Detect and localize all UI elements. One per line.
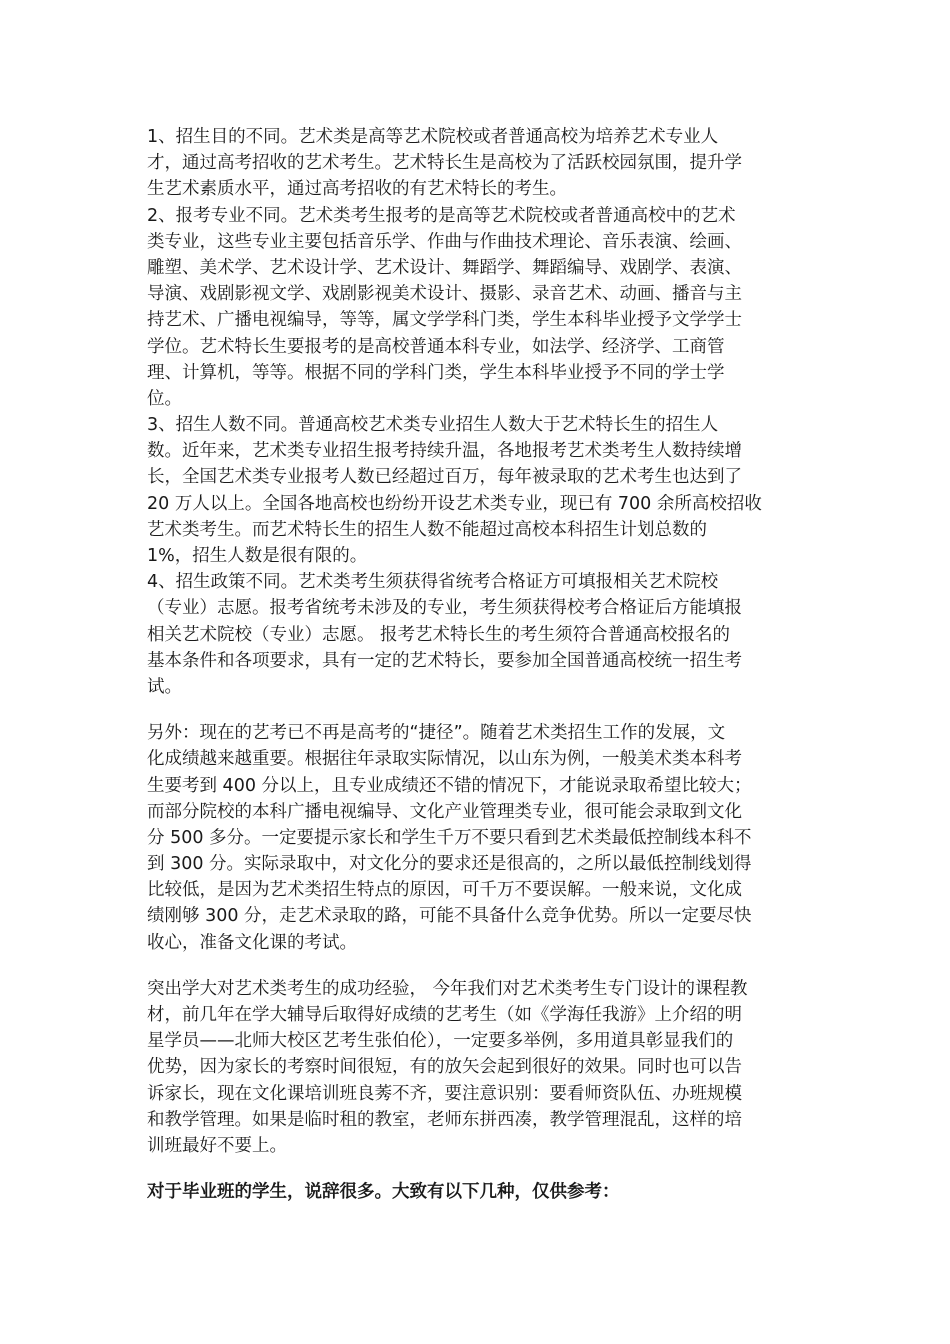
text-line: 理、计算机，等等。根据不同的学科门类，学生本科毕业授予不同的学士学 <box>147 362 725 383</box>
text-line: 突出学大对艺术类考生的成功经验， 今年我们对艺术类考生专门设计的课程教 <box>147 978 748 999</box>
text-line: 20 万人以上。全国各地高校也纷纷开设艺术类专业，现已有 700 余所高校招收 <box>147 493 762 514</box>
document-page <box>147 124 807 1205</box>
text-line: 化成绩越来越重要。根据往年录取实际情况，以山东为例，一般美术类本科考 <box>147 749 742 770</box>
text-line: 导演、戏剧影视文学、戏剧影视美术设计、摄影、录音艺术、动画、播音与主 <box>147 284 742 305</box>
bold-heading-line: 对于毕业班的学生，说辞很多。大致有以下几种，仅供参考： <box>147 1182 620 1203</box>
text-line: 1、招生目的不同。艺术类是高等艺术院校或者普通高校为培养艺术专业人 <box>147 127 719 147</box>
text-line: 艺术类考生。而艺术特长生的招生人数不能超过高校本科招生计划总数的 <box>147 519 707 540</box>
text-line: 生艺术素质水平，通过高考招收的有艺术特长的考生。 <box>147 179 567 200</box>
paragraph-gap <box>147 1159 807 1179</box>
text-line: 和教学管理。如果是临时租的教室，老师东拼西凑，教学管理混乱，这样的培 <box>147 1109 742 1130</box>
paragraph-gap <box>147 700 807 720</box>
text-line: 学位。艺术特长生要报考的是高校普通本科专业，如法学、经济学、工商管 <box>147 336 725 357</box>
text-line: 优势，因为家长的考察时间很短，有的放矢会起到很好的效果。同时也可以告 <box>147 1057 742 1078</box>
paragraph-gap <box>147 956 807 976</box>
text-line: 星学员——北师大校区艺考生张伯伦），一定要多举例，多用道具彰显我们的 <box>147 1031 734 1052</box>
text-line: 基本条件和各项要求，具有一定的艺术特长，要参加全国普通高校统一招生考 <box>147 650 742 671</box>
text-line: 相关艺术院校（专业）志愿。 报考艺术特长生的考生须符合普通高校报名的 <box>147 624 731 645</box>
text-line: 2、报考专业不同。艺术类考生报考的是高等艺术院校或者普通高校中的艺术 <box>147 205 736 226</box>
text-line: 4、招生政策不同。艺术类考生须获得省统考合格证方可填报相关艺术院校 <box>147 572 719 593</box>
text-line: 持艺术、广播电视编导，等等，属文学学科门类，学生本科毕业授予文学学士 <box>147 310 742 331</box>
text-line: 1%，招生人数是很有限的。 <box>147 546 368 566</box>
text-line: 试。 <box>147 676 182 697</box>
section-graduating-class <box>147 1179 807 1205</box>
text-line: 材，前几年在学大辅导后取得好成绩的艺考生（如《学海任我游》上介绍的明 <box>147 1005 742 1025</box>
text-line: 比较低，是因为艺术类招生特点的原因，可千万不要误解。一般来说，文化成 <box>147 880 742 901</box>
text-line: 收心，准备文化课的考试。 <box>147 932 357 953</box>
text-line: 位。 <box>147 388 182 409</box>
text-line: 雕塑、美术学、艺术设计学、艺术设计、舞蹈学、舞蹈编导、戏剧学、表演、 <box>147 257 742 278</box>
section-success-experience <box>147 976 807 1159</box>
section-differences <box>147 124 807 700</box>
text-line: 诉家长，现在文化课培训班良莠不齐，要注意识别：要看师资队伍、办班规模 <box>147 1083 742 1104</box>
text-line: 类专业，这些专业主要包括音乐学、作曲与作曲技术理论、音乐表演、绘画、 <box>147 231 742 252</box>
text-line: 绩刚够 300 分，走艺术录取的路，可能不具备什么竞争优势。所以一定要尽快 <box>147 906 752 927</box>
text-line: 3、招生人数不同。普通高校艺术类专业招生人数大于艺术特长生的招生人 <box>147 415 719 436</box>
text-line: 长，全国艺术类专业报考人数已经超过百万，每年被录取的艺术考生也达到了 <box>147 467 742 488</box>
text-line: 而部分院校的本科广播电视编导、文化产业管理类专业，很可能会录取到文化 <box>147 801 742 822</box>
text-line: （专业）志愿。报考省统考未涉及的专业，考生须获得校考合格证后方能填报 <box>147 598 742 619</box>
text-line: 到 300 分。实际录取中，对文化分的要求还是很高的，之所以最低控制线划得 <box>147 854 752 875</box>
text-line: 才，通过高考招收的艺术考生。艺术特长生是高校为了活跃校园氛围，提升学 <box>147 153 742 174</box>
text-line: 分 500 多分。一定要提示家长和学生千万不要只看到艺术类最低控制线本科不 <box>147 827 752 848</box>
text-line: 训班最好不要上。 <box>147 1135 287 1156</box>
text-line: 数。近年来，艺术类专业招生报考持续升温，各地报考艺术类考生人数持续增 <box>147 441 742 462</box>
section-culture-scores <box>147 720 807 956</box>
text-line: 另外：现在的艺考已不再是高考的“捷径”。随着艺术类招生工作的发展，文 <box>147 723 726 744</box>
text-line: 生要考到 400 分以上，且专业成绩还不错的情况下，才能说录取希望比较大； <box>147 775 752 796</box>
